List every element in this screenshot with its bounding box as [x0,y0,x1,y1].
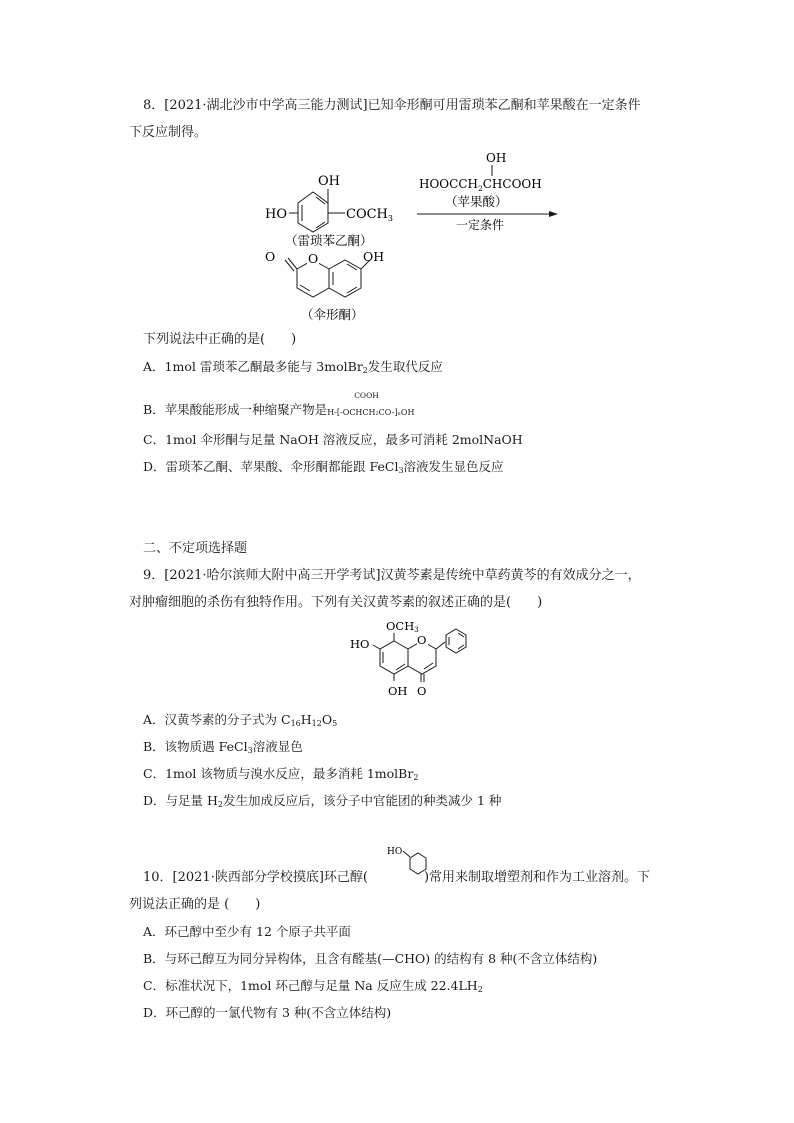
umbelliferone-structure [285,258,370,297]
q8-stem-line1: 8．[2021·湖北沙市中学高三能力测试]已知伞形酮可用雷琐苯乙酮和苹果酸在一定条件 [143,98,641,113]
q10-option-d[interactable]: D．环己醇的一氯代物有 3 种(不含立体结构) [143,1005,392,1020]
cyclohexanol-ho-label: HO [387,847,403,857]
q10-stem-line1: 10．[2021·陕西部分学校摸底]环己醇( )常用来制取增塑剂和作为工业溶剂。下 [143,870,651,885]
resacetophenone-structure [289,189,345,232]
q10-option-b[interactable]: B．与环己醇互为同分异构体，且含有醛基(—CHO) 的结构有 8 种(不含立体结构) [143,951,598,966]
q8-option-d[interactable]: D．雷琐苯乙酮、苹果酸、伞形酮都能跟 FeCl$_3$溶液发生显色反应 [143,459,504,475]
q9-stem-line1: 9．[2021·哈尔滨师大附中高三开学考试]汉黄芩素是传统中草药黄芩的有效成分之一， [143,568,641,583]
reaction-condition: 一定条件 [456,218,505,232]
resacetophenone-ho-label: HO [265,207,287,222]
resacetophenone-coch3-label: $COCH_3$ [346,207,393,223]
reaction-arrow [417,211,558,217]
q9-option-c[interactable]: C．1mol 该物质与溴水反应，最多消耗 1molBr$_2$ [143,766,419,782]
wogonin-ring-o-label: O [417,633,427,647]
q10-option-a[interactable]: A．环己醇中至少有 12 个原子共平面 [143,924,351,939]
malic-acid-formula: $HOOCCH_2CHCOOH$ [419,177,542,193]
umbelliferone-name: （伞形酮） [301,307,364,322]
q8-stem-line2: 下反应制得。 [129,125,208,140]
resacetophenone-oh-label: OH [318,174,340,189]
q10-stem-line2: 列说法正确的是 ( ) [129,897,261,912]
q8-reaction-scheme [255,145,575,325]
q9-stem-line2: 对肿瘤细胞的杀伤有独特作用。下列有关汉黄芩素的叙述正确的是( ) [129,595,543,610]
q8-option-b[interactable]: B．苹果酸能形成一种缩聚产物是 COOH H-[-OCHCH₂CO-]ₙOH [143,391,415,417]
polyester-structure: COOH H-[-OCHCH₂CO-]ₙOH [327,391,415,417]
q8-option-c[interactable]: C．1mol 伞形酮与足量 NaOH 溶液反应，最多可消耗 2molNaOH [143,432,523,447]
wogonin-ho-label: HO [350,637,370,651]
wogonin-och3-label: OCH3 [386,619,419,634]
wogonin-carbonyl-o-label: O [417,684,427,698]
malic-acid-oh-label: OH [486,151,507,165]
wogonin-oh-label: OH [388,684,408,698]
q9-option-d[interactable]: D．与足量 $H_2$发生加成反应后，该分子中官能团的种类减少 1 种 [143,793,502,809]
umbelliferone-ring-o-label: O [308,251,319,266]
umbelliferone-carbonyl-o-label: O [265,249,276,264]
umbelliferone-oh-label: OH [363,249,385,264]
section-heading: 二、不定项选择题 [143,541,248,556]
q8-option-a[interactable]: A．1mol 雷琐苯乙酮最多能与 3molBr$_2$发生取代反应 [143,359,443,375]
q8-prompt: 下列说法中正确的是( ) [143,332,297,347]
wogonin-structure [348,618,478,703]
malic-acid-name: （苹果酸） [445,194,508,209]
q9-option-a[interactable]: A．汉黄芩素的分子式为 $C_{16}H_{12}O_5$ [143,712,338,728]
q9-option-b[interactable]: B．该物质遇 FeCl$_3$溶液显色 [143,739,303,755]
resacetophenone-name: （雷琐苯乙酮） [285,233,373,248]
q10-option-c[interactable]: C．标准状况下，1mol 环己醇与足量 Na 反应生成 $22.4LH_2$ [143,978,483,994]
